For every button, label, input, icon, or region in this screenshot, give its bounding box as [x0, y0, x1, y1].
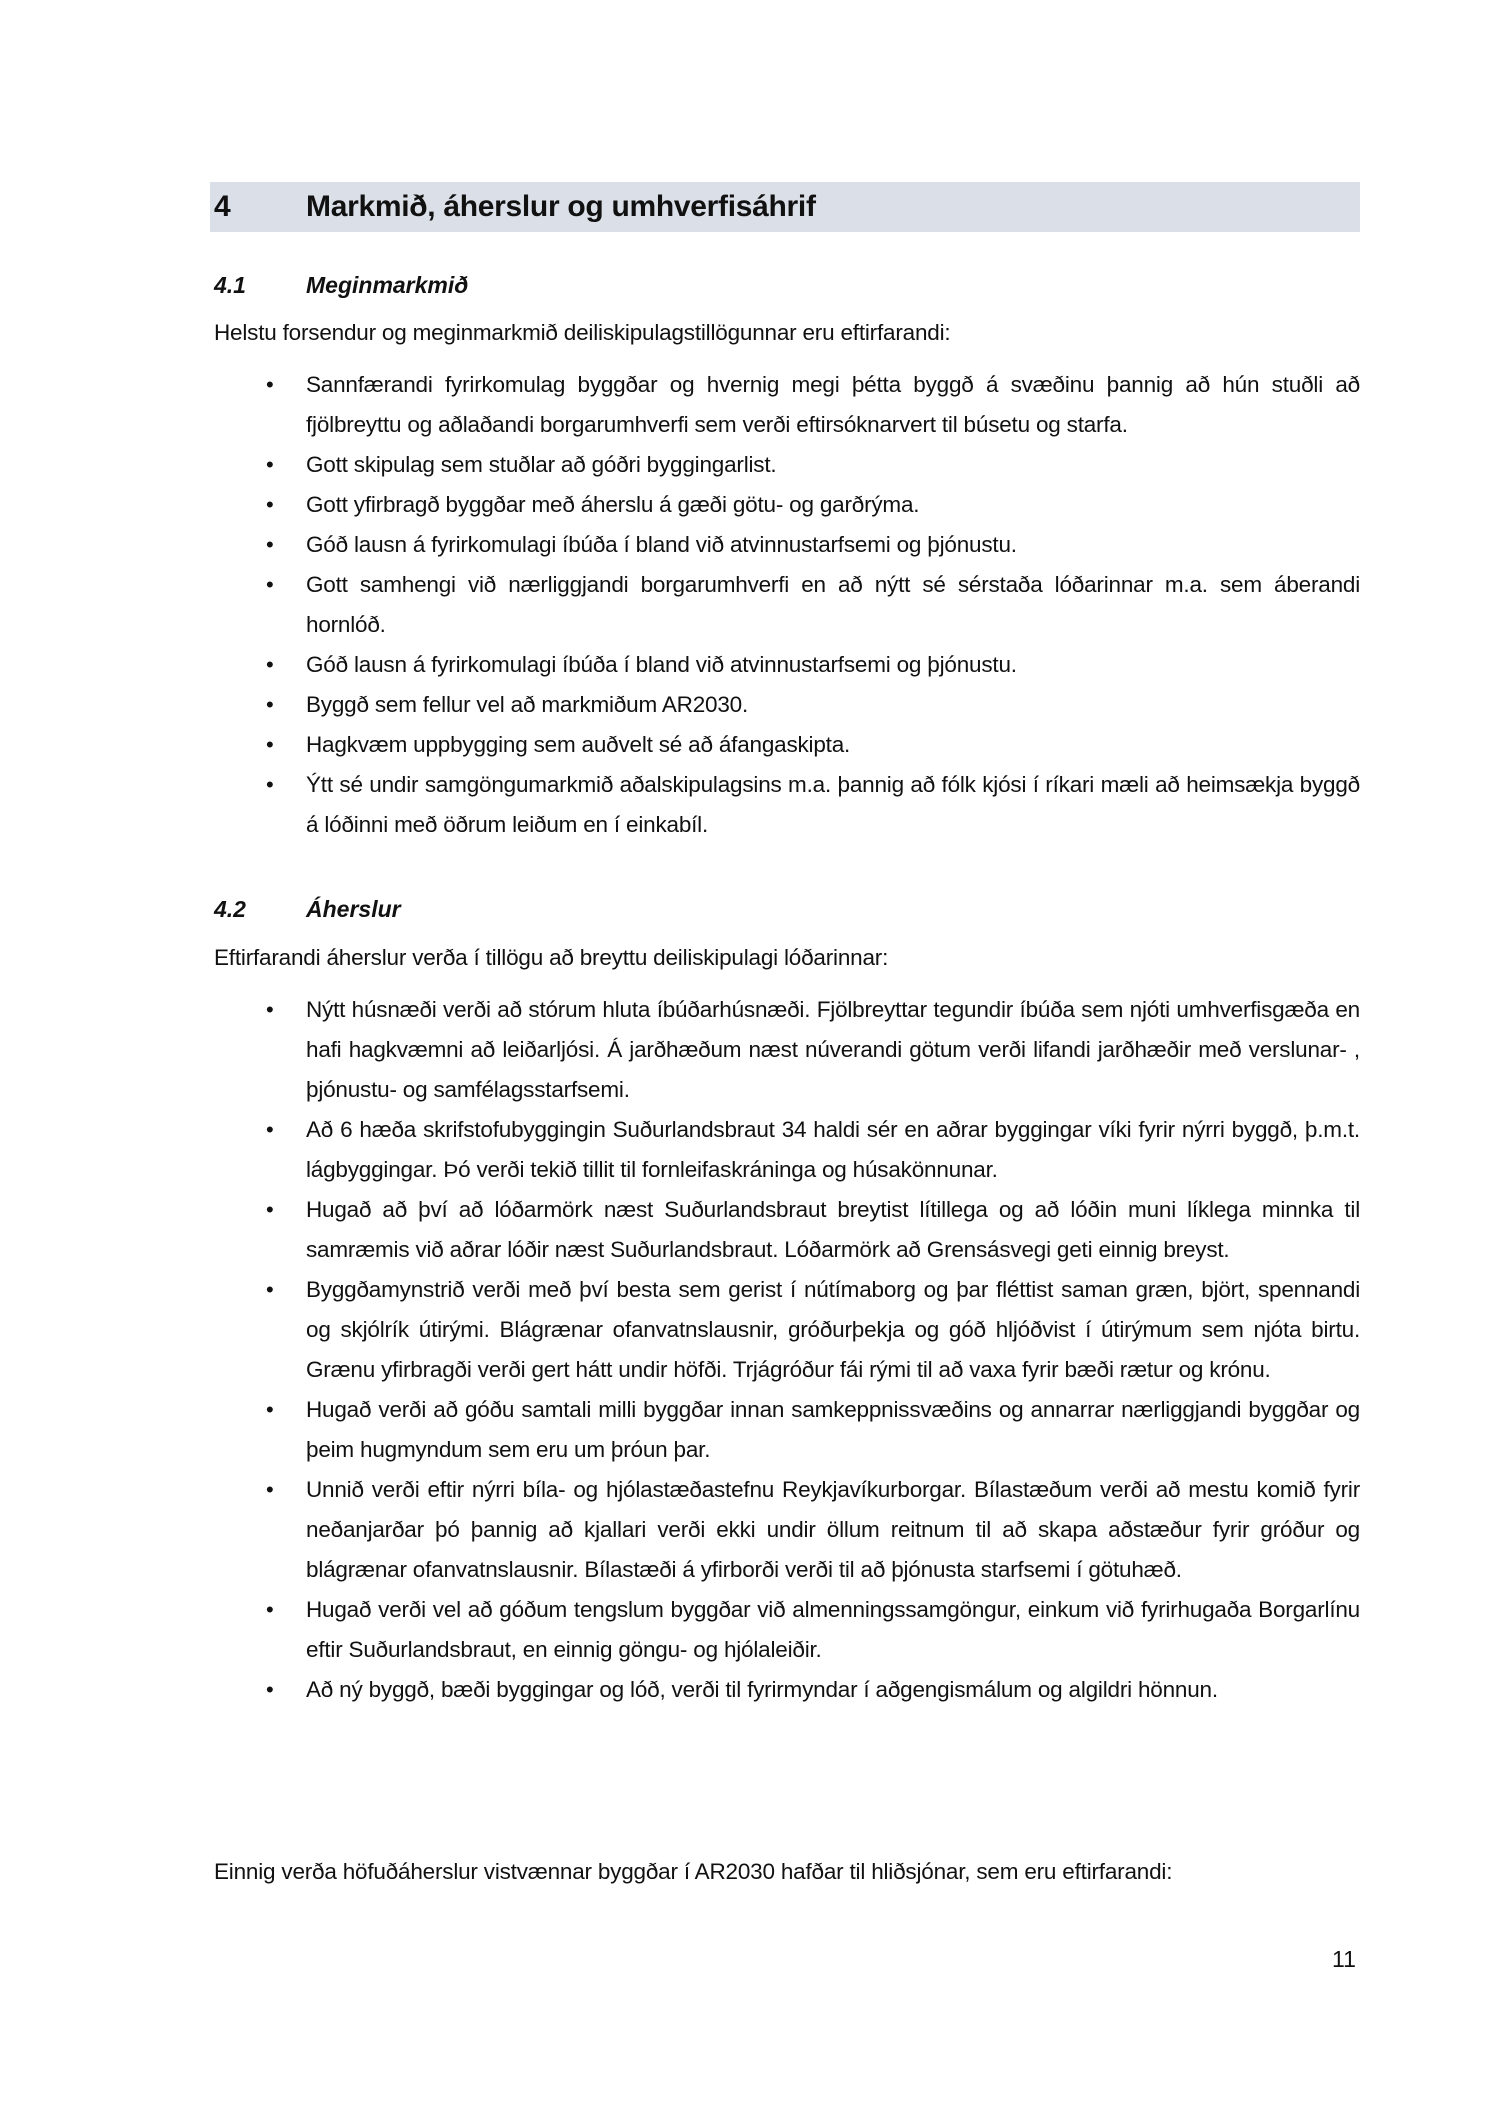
list-item: • Byggðamynstrið verði með því besta sem gerist í nútímaborg og þar fléttist saman græn, björt, spennandi og skjólrík útirými. Blágrænar ofanvatnslausnir, gróðurþekja og góð hljóðvist í útirýmum sem njóta birtu. Grænu yfirbragði verði gert hátt undir höfði. Trjágróður fái rými til að vaxa fyrir bæði rætur og krónu. [214, 1270, 1360, 1390]
list-item: • Unnið verði eftir nýrri bíla- og hjólastæðastefnu Reykjavíkurborgar. Bílastæðum verði að mestu komið fyrir neðanjarðar þó þannig að kjallari verði ekki undir öllum reitnum til að skapa aðstæður fyrir gróður og blágrænar ofanvatnslausnir. Bílastæði á yfirborði verði til að þjónusta starfsemi í götuhæð. [214, 1470, 1360, 1590]
bullet-icon: • [266, 1117, 274, 1142]
bullet-icon: • [266, 1397, 274, 1422]
bullet-icon: • [266, 997, 274, 1022]
bullet-icon: • [266, 532, 274, 557]
bullet-icon: • [266, 1197, 274, 1222]
list-item: • Góð lausn á fyrirkomulagi íbúða í bland við atvinnustarfsemi og þjónustu. [214, 645, 1360, 685]
list-item: • Hagkvæm uppbygging sem auðvelt sé að áfangaskipta. [214, 725, 1360, 765]
section-2-intro: Eftirfarandi áherslur verða í tillögu að breyttu deiliskipulagi lóðarinnar: [214, 945, 889, 970]
bullet-icon: • [266, 1677, 274, 1702]
bullet-icon: • [266, 492, 274, 517]
section-1-intro: Helstu forsendur og meginmarkmið deiliskipulagstillögunnar eru eftirfarandi: [214, 320, 951, 345]
list-item: • Góð lausn á fyrirkomulagi íbúða í bland við atvinnustarfsemi og þjónustu. [214, 525, 1360, 565]
bullet-icon: • [266, 452, 274, 477]
list-item: • Ýtt sé undir samgöngumarkmið aðalskipulagsins m.a. þannig að fólk kjósi í ríkari mæli að heimsækja byggð á lóðinni með öðrum leiðum en í einkabíl. [214, 765, 1360, 845]
list-item: • Byggð sem fellur vel að markmiðum AR2030. [214, 685, 1360, 725]
bullet-icon: • [266, 692, 274, 717]
page-number: 11 [1332, 1946, 1356, 1972]
bullet-icon: • [266, 372, 274, 397]
chapter-number: 4 [214, 190, 231, 223]
section-number: 4.1 [214, 272, 246, 298]
bullet-icon: • [266, 1477, 274, 1502]
bullet-icon: • [266, 732, 274, 757]
list-item: • Hugað að því að lóðarmörk næst Suðurlandsbraut breytist lítillega og að lóðin muni líklega minnka til samræmis við aðrar lóðir næst Suðurlandsbraut. Lóðarmörk að Grensásvegi geti einnig breyst. [214, 1190, 1360, 1270]
section-heading-4-2 [214, 896, 401, 923]
closing-paragraph: Einnig verða höfuðáherslur vistvænnar byggðar í AR2030 hafðar til hliðsjónar, sem eru eftirfarandi: [214, 1859, 1173, 1884]
section-2-bullet-list [214, 990, 1360, 1710]
bullet-icon: • [266, 1597, 274, 1622]
chapter-heading-bar [210, 182, 1360, 232]
section-title: Meginmarkmið [306, 272, 469, 298]
bullet-icon: • [266, 652, 274, 677]
section-1-bullet-list [214, 365, 1360, 845]
list-item: • Hugað verði vel að góðum tengslum byggðar við almenningssamgöngur, einkum við fyrirhugaða Borgarlínu eftir Suðurlandsbraut, en einnig göngu- og hjólaleiðir. [214, 1590, 1360, 1670]
section-title: Áherslur [306, 896, 401, 922]
list-item: • Gott skipulag sem stuðlar að góðri byggingarlist. [214, 445, 1360, 485]
list-item: • Að 6 hæða skrifstofubyggingin Suðurlandsbraut 34 haldi sér en aðrar byggingar víki fyrir nýrri byggð, þ.m.t. lágbyggingar. Þó verði tekið tillit til fornleifaskráninga og húsakönnunar. [214, 1110, 1360, 1190]
section-heading-4-1 [214, 272, 468, 299]
list-item: • Gott samhengi við nærliggjandi borgarumhverfi en að nýtt sé sérstaða lóðarinnar m.a. sem áberandi hornlóð. [214, 565, 1360, 645]
list-item: • Hugað verði að góðu samtali milli byggðar innan samkeppnissvæðins og annarrar nærliggjandi byggðar og þeim hugmyndum sem eru um þróun þar. [214, 1390, 1360, 1470]
section-number: 4.2 [214, 896, 246, 922]
list-item: • Gott yfirbragð byggðar með áherslu á gæði götu- og garðrýma. [214, 485, 1360, 525]
bullet-icon: • [266, 1277, 274, 1302]
bullet-icon: • [266, 772, 274, 797]
list-item: • Nýtt húsnæði verði að stórum hluta íbúðarhúsnæði. Fjölbreyttar tegundir íbúða sem njóti umhverfisgæða en hafi hagkvæmni að leiðarljósi. Á jarðhæðum næst núverandi götum verði lifandi jarðhæðir með verslunar- , þjónustu- og samfélagsstarfsemi. [214, 990, 1360, 1110]
list-item: • Sannfærandi fyrirkomulag byggðar og hvernig megi þétta byggð á svæðinu þannig að hún stuðli að fjölbreyttu og aðlaðandi borgarumhverfi sem verði eftirsóknarvert til búsetu og starfa. [214, 365, 1360, 445]
list-item: • Að ný byggð, bæði byggingar og lóð, verði til fyrirmyndar í aðgengismálum og algildri hönnun. [214, 1670, 1360, 1710]
bullet-icon: • [266, 572, 274, 597]
chapter-title: Markmið, áherslur og umhverfisáhrif [306, 190, 816, 223]
